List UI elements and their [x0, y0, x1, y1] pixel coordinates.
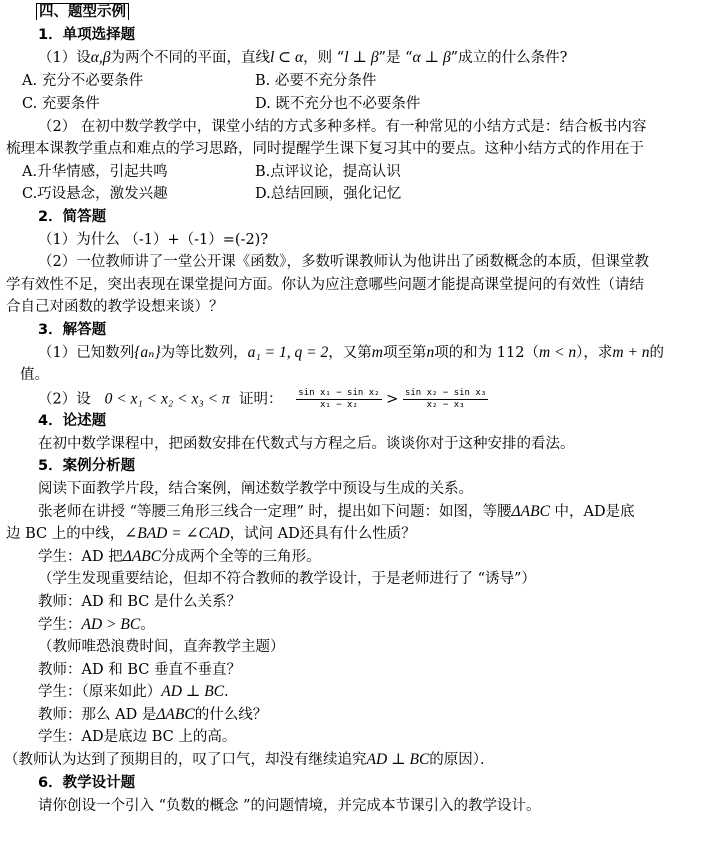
q2-item2-line1: （2）一位教师讲了一堂公开课《函数》，多数听课教师认为他讲出了函数概念的本质，但课堂教: [38, 254, 649, 270]
q5-intro: 阅读下面教学片段，结合案例，阐述数学教学中预设与生成的关系。: [38, 481, 473, 497]
q5-para1-line2: 边 BC 上的中线，∠BAD = ∠CAD，试问 AD还具有什么性质？: [6, 525, 416, 542]
q3-heading: 3．解答题: [38, 322, 107, 338]
q3-item1-line1: （1）已知数列{aₙ}为等比数列，a₁ = 1, q = 2，又第m项至第n项的和为 112（m < n），求m + n的: [38, 344, 665, 361]
q1-item1-option-c: C. 充要条件: [22, 96, 100, 112]
q5-dialog-5: （教师唯恐浪费时间，直奔教学主题）: [38, 639, 285, 655]
q5-dialog-8: 教师：那么 AD 是ΔABC的什么线？: [38, 706, 268, 723]
q5-dialog-9: 学生：AD是底边 BC 上的高。: [38, 729, 237, 745]
q5-dialog-10: （教师认为达到了预期目的，叹了口气，却没有继续追究AD ⊥ BC的原因）．: [4, 751, 495, 768]
q2-heading: 2．简答题: [38, 209, 107, 225]
section-title: 四、题型示例: [36, 2, 129, 22]
q1-item1-option-a: A. 充分不必要条件: [22, 73, 144, 89]
q1-item2-option-d: D.总结回顾，强化记忆: [255, 186, 402, 202]
q5-dialog-4: 学生：AD > BC。: [38, 616, 155, 633]
q5-dialog-1: 学生：AD 把ΔABC分成两个全等的三角形。: [38, 548, 321, 565]
q6-heading: 6．教学设计题: [38, 775, 136, 791]
q1-heading: 1．单项选择题: [38, 27, 136, 43]
q1-item2-option-c: C.巧设悬念，激发兴趣: [22, 186, 168, 202]
q2-item1: （1）为什么 （-1）+（-1）=(-2)?: [38, 232, 269, 248]
q4-text: 在初中数学课程中，把函数安排在代数式与方程之后。谈谈你对于这种安排的看法。: [38, 436, 575, 452]
q4-heading: 4．论述题: [38, 413, 107, 429]
q6-text: 请你创设一个引入 “负数的概念 ”的问题情境，并完成本节课引入的教学设计。: [38, 798, 541, 814]
q5-dialog-3: 教师：AD 和 BC 是什么关系？: [38, 594, 241, 610]
q5-heading: 5．案例分析题: [38, 458, 136, 474]
q1-item1-option-b: B. 必要不充分条件: [255, 73, 377, 89]
q5-para1-line1: 张老师在讲授 “等腰三角形三线合一定理” 时，提出如下问题：如图，等腰ΔABC 中，AD是底: [38, 503, 635, 520]
q1-item1-stem: （1）设α,β为两个不同的平面，直线l ⊂ α，则 “l ⊥ β”是 “α ⊥ β”成立的什么条件?: [38, 49, 568, 66]
q1-item2-option-a: A.升华情感，引起共鸣: [22, 164, 168, 180]
q2-item2-line2: 学有效性不足，突出表现在课堂提问方面。你认为应注意哪些问题才能提高课堂提问的有效性（请结: [6, 277, 644, 293]
fraction-left: $\frac{\text{sin x₁ − sin x₂}}{\text{x₁ − x₂}}$: [298, 388, 380, 410]
q5-dialog-2: （学生发现重要结论，但却不符合教师的教学设计，于是老师进行了 “诱导”）: [38, 571, 536, 587]
q1-item2-option-b: B.点评议论，提高认识: [255, 164, 401, 180]
q5-dialog-7: 学生：（原来如此）AD ⊥ BC.: [38, 683, 229, 700]
q1-item1-option-d: D. 既不充分也不必要条件: [255, 96, 421, 112]
q3-item2: （2）设 0 < x₁ < x₂ < x₃ < π 证明： $\frac{\text{sin x₁ − sin x₂}}{\text{x₁ − x₂}}$ > $\frac{\text{sin x₂ − sin x₃}}{\text{x₂ − x₃}}$: [38, 388, 487, 410]
q1-item2-line1: （2） 在初中数学教学中，课堂小结的方式多种多样。有一种常见的小结方式是：结合板书内容: [38, 119, 647, 135]
q3-item1-line2: 值。: [20, 367, 49, 383]
q2-item2-line3: 合自己对函数的教学设想来谈）？: [6, 299, 224, 315]
q5-dialog-6: 教师：AD 和 BC 垂直不垂直？: [38, 662, 241, 678]
q1-item2-line2: 梳理本课教学重点和难点的学习思路，同时提醒学生课下复习其中的要点。这种小结方式的作用在于: [6, 141, 644, 157]
fraction-right: $\frac{\text{sin x₂ − sin x₃}}{\text{x₂ − x₃}}$: [404, 388, 487, 410]
